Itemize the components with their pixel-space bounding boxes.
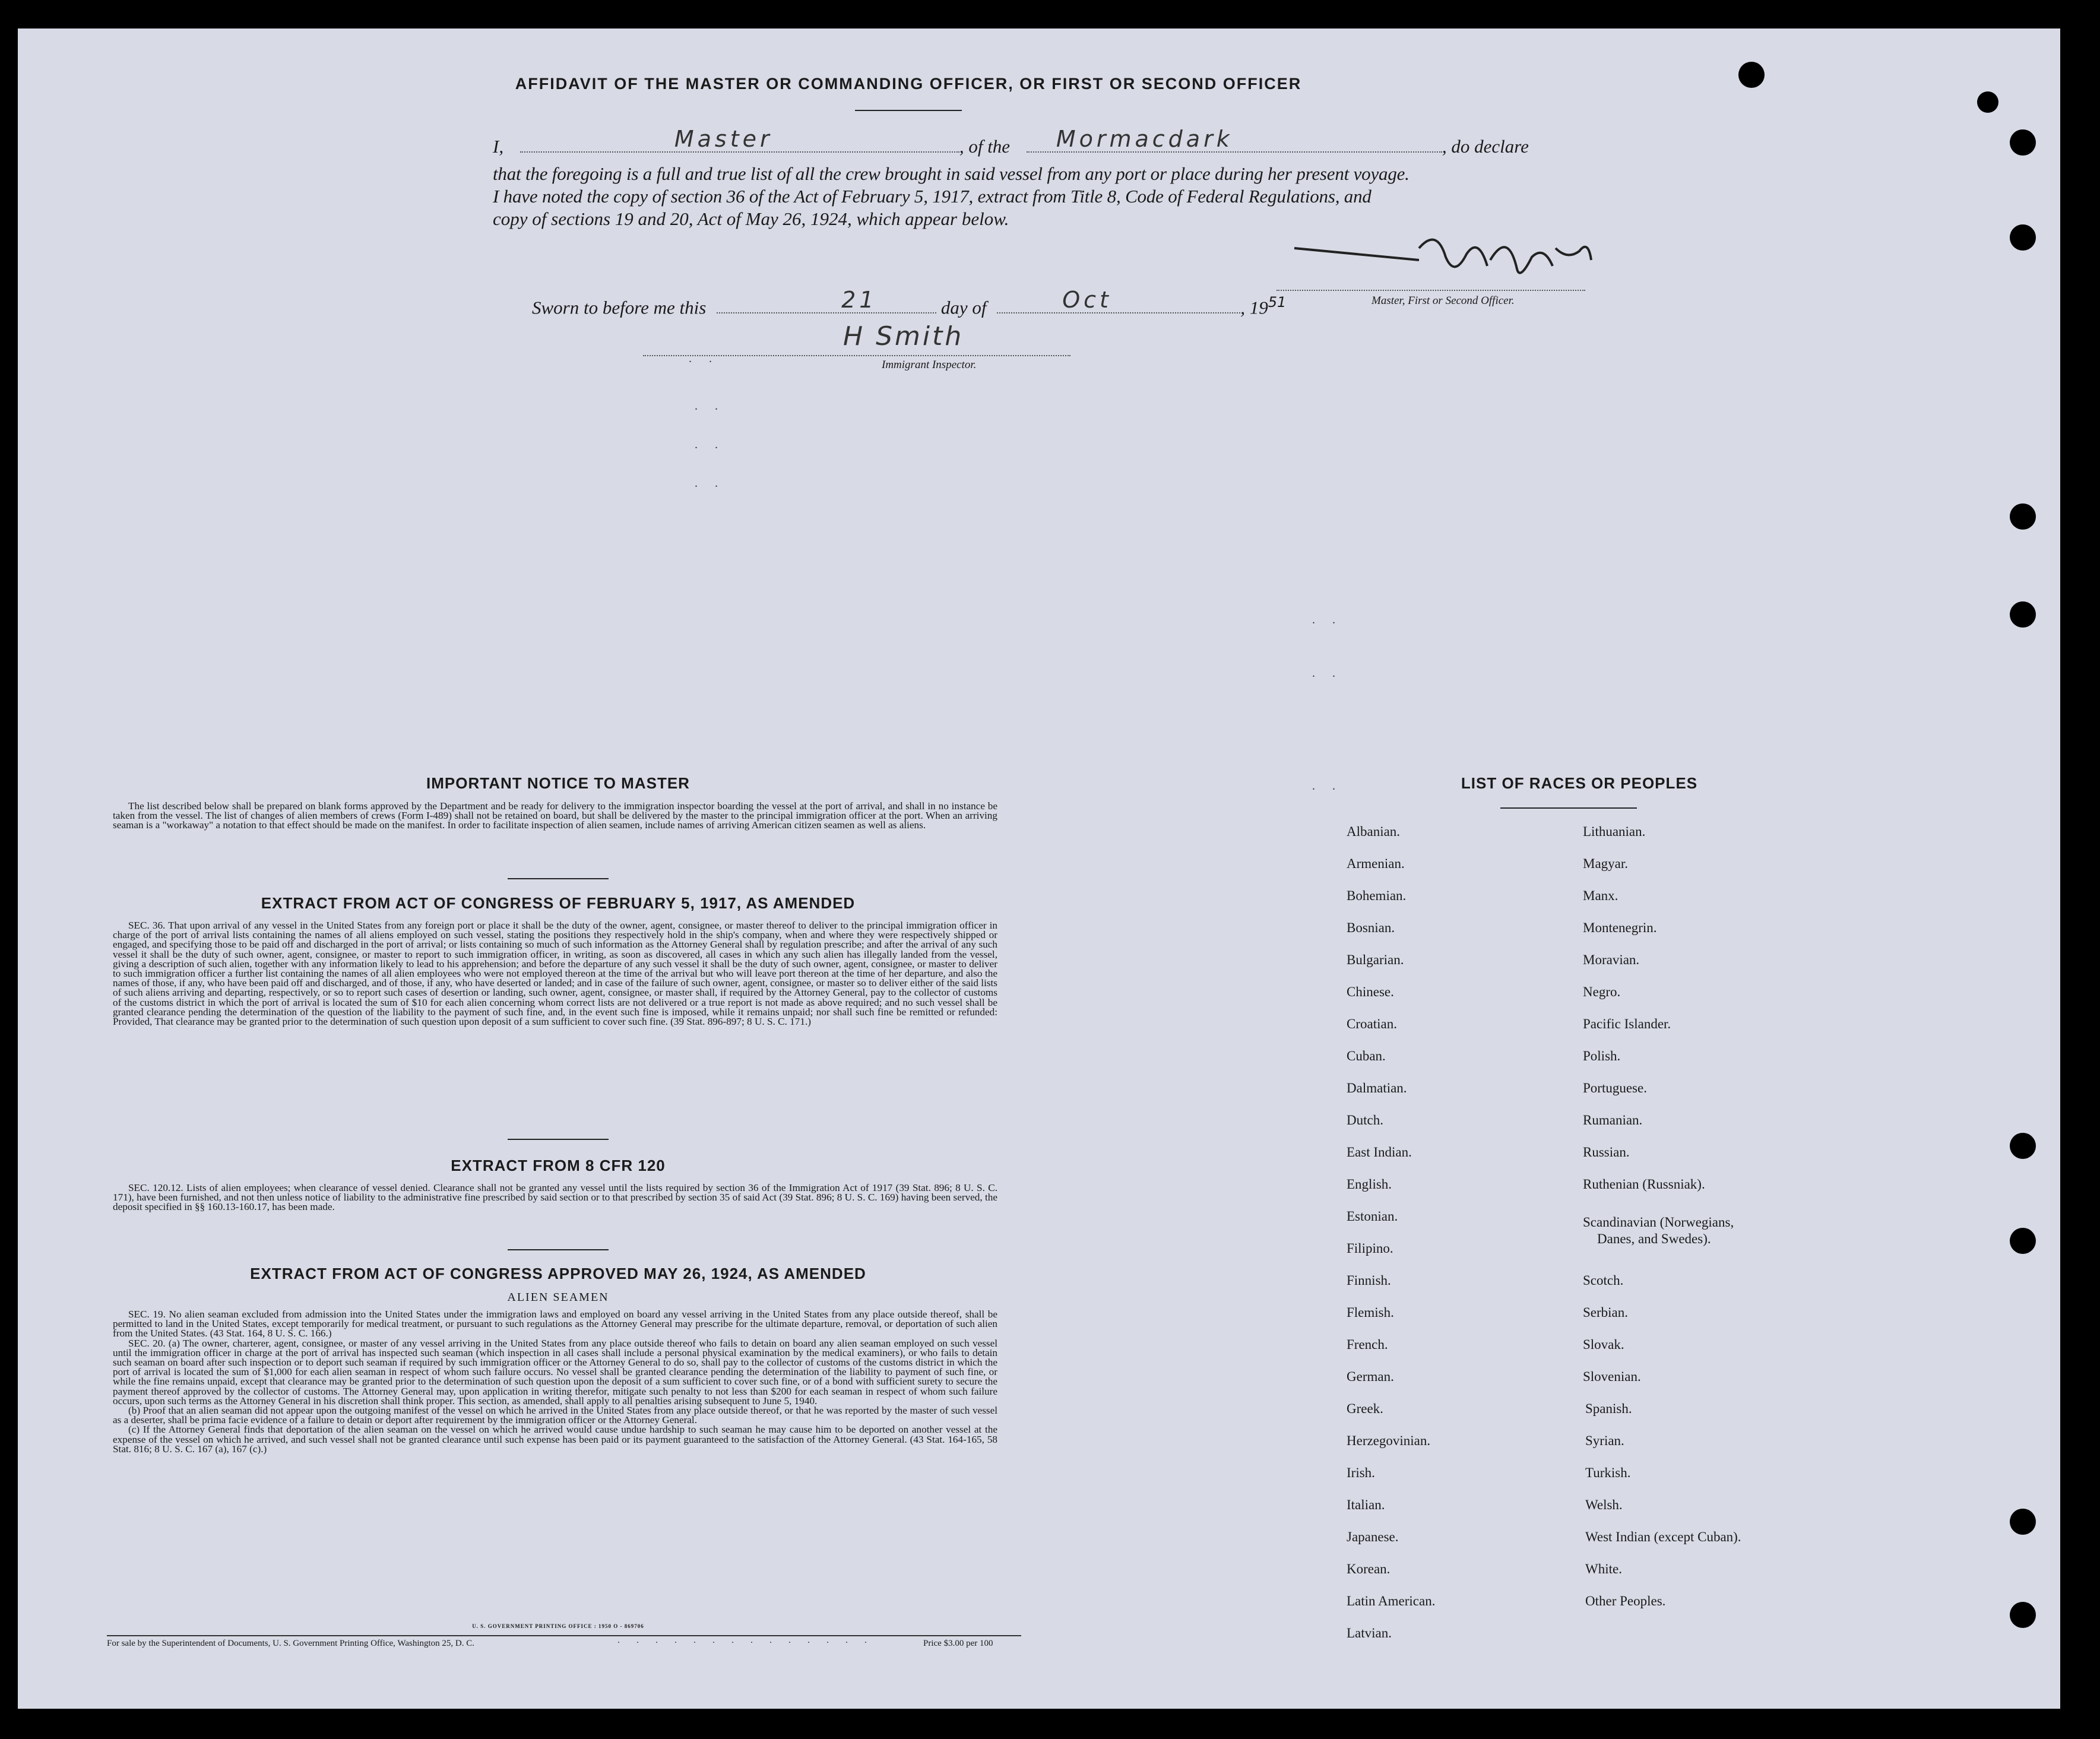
extract-cfr-rule bbox=[508, 1249, 609, 1250]
race-item: Armenian. bbox=[1347, 856, 1405, 871]
punch-hole bbox=[2010, 224, 2036, 251]
do-declare-label: , do declare bbox=[1442, 136, 1529, 157]
race-item: Estonian. bbox=[1347, 1209, 1398, 1224]
month-field[interactable] bbox=[997, 287, 1240, 313]
punch-hole bbox=[2010, 129, 2036, 156]
race-item: Bohemian. bbox=[1347, 888, 1407, 903]
declaration-line4: copy of sections 19 and 20, Act of May 26, 1924, which appear below. bbox=[493, 208, 1009, 229]
race-item: Scandinavian (Norwegians, bbox=[1583, 1215, 1734, 1230]
extract-cfr-title: EXTRACT FROM 8 CFR 120 bbox=[451, 1157, 666, 1174]
race-item: Bosnian. bbox=[1347, 920, 1395, 935]
race-item: Turkish. bbox=[1585, 1465, 1631, 1480]
notice-body bbox=[113, 802, 997, 831]
signature-line bbox=[1277, 290, 1585, 291]
inspector-caption: Immigrant Inspector. bbox=[882, 359, 977, 371]
title-rule bbox=[855, 110, 962, 111]
footer-sale: For sale by the Superintendent of Documents, U. S. Government Printing Office, Washington 25, D. C. bbox=[107, 1639, 474, 1648]
race-item: English. bbox=[1347, 1177, 1392, 1192]
notice-paragraph: The list described below shall be prepared on blank forms approved by the Department and be ready for delivery to the immigration inspector boarding the vessel at the port of arrival, and shall in no instance be taken from the vessel. The list of changes of alien members of crews (Form I-489) shall not be retained on board, but shall be delivered by the master to the principal immigration officer at the port. When an arriving seaman is a "workaway" a notation to that effect should be made on the manifest. In order to facilitate inspection of alien seamen, include names of arriving American citizen seamen as well as aliens. bbox=[113, 800, 997, 831]
extract-cfr-body bbox=[113, 1183, 997, 1212]
year-prefix: , 19 bbox=[1240, 297, 1268, 318]
month-handwriting: Oct bbox=[1062, 287, 1112, 313]
vessel-name-handwriting: Mormacdark bbox=[1056, 126, 1233, 152]
alien-seamen-subtitle: ALIEN SEAMEN bbox=[507, 1291, 609, 1304]
punch-hole bbox=[2010, 503, 2036, 530]
race-item: Negro. bbox=[1583, 984, 1621, 999]
race-item: Lithuanian. bbox=[1583, 824, 1646, 839]
race-item: Syrian. bbox=[1585, 1433, 1624, 1448]
extract-1924-body bbox=[113, 1310, 997, 1454]
notice-title: IMPORTANT NOTICE TO MASTER bbox=[426, 774, 690, 792]
stray-dots: . . bbox=[695, 400, 725, 413]
vessel-name-field[interactable] bbox=[1027, 126, 1442, 153]
race-item: Chinese. bbox=[1347, 984, 1394, 999]
race-item: Welsh. bbox=[1585, 1497, 1623, 1512]
sec20a-paragraph: SEC. 20. (a) The owner, charterer, agent, consignee, or master of any vessel arriving in the United States from any place outside thereof who fails to detain on board any alien seaman employed on such vessel until the immigration officer in charge at the port of arrival has inspected such seaman (which inspection in all cases shall include a personal physical examination by the medical examiners), or who fails to detain such seaman on board after such inspection or to deport such seaman if required by such immigration officer or the Attorney General to do so, shall pay to the collector of customs of the customs district in which the port of arrival is located the sum of $1,000 for each alien seaman in respect of whom such failure occurs. No vessel shall be granted clearance pending the determination of the liability to payment of such fine, or while the fine remains unpaid, except that clearance may be granted prior to the determination of such question upon the deposit of a sum sufficient to cover such fine, or of a bond with sufficient surety to secure the payment thereof approved by the collector of customs. The Attorney General may, upon application in writing therefor, mitigate such penalty to not less than $200 for each seaman in respect of whom such failure occurs, upon such terms as the Attorney General in his discretion shall think proper. This section, as amended, shall apply to all penalties arising subsequent to June 5, 1940. bbox=[113, 1337, 997, 1407]
race-item: Albanian. bbox=[1347, 824, 1401, 839]
day-field[interactable] bbox=[717, 287, 936, 313]
race-item: Manx. bbox=[1583, 888, 1618, 903]
signature-text bbox=[1395, 236, 1520, 277]
race-item: Filipino. bbox=[1347, 1241, 1393, 1256]
races-rule bbox=[1500, 807, 1637, 809]
stray-dots: . . bbox=[1312, 667, 1342, 680]
race-item: Japanese. bbox=[1347, 1529, 1399, 1544]
race-item: Magyar. bbox=[1583, 856, 1629, 871]
punch-hole bbox=[2010, 1509, 2036, 1535]
race-item: Montenegrin. bbox=[1583, 920, 1657, 935]
race-item: Serbian. bbox=[1583, 1305, 1629, 1320]
race-item: Danes, and Swedes). bbox=[1597, 1231, 1711, 1246]
race-item: Herzegovinian. bbox=[1347, 1433, 1431, 1448]
notice-rule bbox=[508, 878, 609, 879]
race-item: Moravian. bbox=[1583, 952, 1640, 967]
extract-1924-title: EXTRACT FROM ACT OF CONGRESS APPROVED MAY 26, 1924, AS AMENDED bbox=[250, 1265, 866, 1282]
inspector-signature[interactable] bbox=[843, 319, 1039, 355]
race-item: Pacific Islander. bbox=[1583, 1016, 1671, 1031]
race-item: Latin American. bbox=[1347, 1594, 1436, 1608]
races-title: LIST OF RACES OR PEOPLES bbox=[1461, 774, 1698, 792]
declaration-line1 bbox=[493, 126, 1656, 158]
sworn-prefix: Sworn to before me this bbox=[532, 297, 707, 318]
race-item: German. bbox=[1347, 1369, 1394, 1384]
race-item: Korean. bbox=[1347, 1561, 1391, 1576]
of-the-label: , of the bbox=[959, 136, 1011, 157]
document-sheet bbox=[18, 28, 2060, 1709]
stray-dots: . . bbox=[1312, 780, 1342, 793]
race-item: Croatian. bbox=[1347, 1016, 1397, 1031]
affidavit-title: AFFIDAVIT OF THE MASTER OR COMMANDING OFFICER, OR FIRST OR SECOND OFFICER bbox=[515, 75, 1302, 93]
master-signature[interactable] bbox=[1282, 224, 1603, 290]
race-item: Ruthenian (Russniak). bbox=[1583, 1177, 1705, 1192]
race-item: East Indian. bbox=[1347, 1145, 1412, 1160]
footer-rule bbox=[107, 1635, 1021, 1636]
master-name-handwriting: Master bbox=[674, 126, 773, 152]
race-item: Portuguese. bbox=[1583, 1081, 1647, 1095]
stray-dots: . . bbox=[695, 438, 725, 451]
race-item: Slovak. bbox=[1583, 1337, 1624, 1352]
footer-price: Price $3.00 per 100 bbox=[923, 1639, 993, 1648]
race-item: Finnish. bbox=[1347, 1273, 1391, 1288]
race-item: Russian. bbox=[1583, 1145, 1630, 1160]
race-item: White. bbox=[1585, 1561, 1622, 1576]
sec120-paragraph: SEC. 120.12. Lists of alien employees; when clearance of vessel denied. Clearance shall not be granted any vessel until the lists required by section 36 of the Immigration Act of 1917 (39 Stat. 896; 8 U. S. C. 171), have been furnished, and not then unless notice of liability to the administrative fine prescribed by said section or to that prescribed by section 35 of said Act (39 Stat. 896; 8 U. S. C. 169) having been served, the deposit specified in §§ 160.13-160.17, has been made. bbox=[113, 1182, 997, 1213]
sec36-paragraph: SEC. 36. That upon arrival of any vessel in the United States from any foreign port or place it shall be the duty of the owner, agent, consignee, or master thereof to deliver to the principal immigration officer in charge of the port of arrival lists containing the names of all aliens employed on such vessel, stating the positions they respectively hold in the ship's company, when and where they were respectively shipped or engaged, and specifying those to be paid off and discharged in the port of arrival; or lists containing so much of such information as the Attorney General shall by regulation prescribe; and after the arrival of any such vessel it shall be the duty of such owner, agent, consignee, or master to report to such immigration officer, in writing, as soon as discovered, all cases in which any such alien has illegally landed from the vessel, giving a description of such alien, together with any information likely to lead to his apprehension; and before the departure of any such vessel it shall be the duty of such owner, agent, consignee, or master to deliver to such immigration officer a further list containing the names of all alien employees who were not employed thereon at the time of the arrival but who will leave port thereon at the time of her departure, and also the names of those, if any, who have been paid off and discharged, and of those, if any, who have deserted or landed; and in case of the failure of such owner, agent, consignee, or master so to deliver either of the said lists of such aliens arriving and departing, respectively, or so to report such cases of desertion or landing, such owner, agent, consignee, or master shall, if required by the Attorney General, pay to the collector of customs of the customs district in which the port of arrival is located the sum of $10 for each alien concerning whom correct lists are not delivered or a true report is not made as above required; and no such vessel shall be granted clearance pending the determination of the question of the liability to the payment of such fine, and, in the event such fine is imposed, while it remains unpaid; nor shall such fine be remitted or refunded: Provided, That clearance may be granted prior to the determination of such question upon deposit of a sum sufficient to cover such fine. (39 Stat. 896-897; 8 U. S. C. 171.) bbox=[113, 920, 997, 1028]
stray-dots: . . bbox=[1312, 613, 1342, 626]
punch-hole bbox=[2010, 1228, 2036, 1254]
sec19-paragraph: SEC. 19. No alien seaman excluded from admission into the United States under the immigration laws and employed on board any vessel arriving in the United States from any place outside thereof, shall be permitted to land in the United States, except temporarily for medical treatment, or pursuant to such regulations as the Attorney General may prescribe for the ultimate departure, removal, or deportation of such alien from the United States. (43 Stat. 164, 8 U. S. C. 166.) bbox=[113, 1309, 997, 1339]
stray-dots: . . bbox=[695, 477, 725, 490]
master-name-field[interactable] bbox=[520, 126, 959, 153]
punch-hole bbox=[1977, 91, 1998, 113]
footer-dots: .............. bbox=[617, 1635, 883, 1645]
race-item: Irish. bbox=[1347, 1465, 1375, 1480]
printing-office-line: U. S. GOVERNMENT PRINTING OFFICE : 1950 O - 869706 bbox=[472, 1623, 644, 1629]
race-item: Other Peoples. bbox=[1585, 1594, 1666, 1608]
i-label: I, bbox=[493, 136, 504, 157]
year-handwriting[interactable]: 51 bbox=[1268, 294, 1287, 311]
race-item: Greek. bbox=[1347, 1401, 1383, 1416]
race-item: Flemish. bbox=[1347, 1305, 1394, 1320]
day-of-label: day of bbox=[940, 297, 987, 318]
declaration-line3: I have noted the copy of section 36 of the Act of February 5, 1917, extract from Title 8, Code of Federal Regulations, and bbox=[493, 186, 1372, 207]
declaration-line2: that the foregoing is a full and true list of all the crew brought in said vessel from any port or place during her present voyage. bbox=[493, 163, 1409, 184]
race-item: French. bbox=[1347, 1337, 1388, 1352]
race-item: Bulgarian. bbox=[1347, 952, 1404, 967]
race-item: Rumanian. bbox=[1583, 1113, 1643, 1127]
race-item: Cuban. bbox=[1347, 1049, 1386, 1063]
stray-dots: . . bbox=[689, 352, 719, 365]
extract-1917-body bbox=[113, 921, 997, 1027]
signature-caption: Master, First or Second Officer. bbox=[1372, 294, 1515, 307]
race-item: Dalmatian. bbox=[1347, 1081, 1407, 1095]
race-item: Polish. bbox=[1583, 1049, 1621, 1063]
sworn-line bbox=[532, 287, 1287, 319]
extract-1917-rule bbox=[508, 1139, 609, 1140]
race-item: Slovenian. bbox=[1583, 1369, 1641, 1384]
sec20b-paragraph: (b) Proof that an alien seaman did not appear upon the outgoing manifest of the vessel on which he arrived in the United States from any place outside thereof, or that he was reported by the master of such vessel as a deserter, shall be prima facie evidence of a failure to detain or deport after requirement by the immigration officer or the Attorney General. bbox=[113, 1405, 997, 1426]
sec20c-paragraph: (c) If the Attorney General finds that deportation of the alien seaman on the vessel on which he arrived would cause undue hardship to such seaman he may cause him to be deported on another vessel at the expense of the vessel on which he arrived, and such vessel shall not be granted clearance until such expense has been paid or its payment guaranteed to the satisfaction of the Attorney General. (43 Stat. 164-165, 58 Stat. 816; 8 U. S. C. 167 (a), 167 (c).) bbox=[113, 1424, 997, 1455]
race-item: Scotch. bbox=[1583, 1273, 1624, 1288]
punch-hole bbox=[2010, 601, 2036, 628]
day-handwriting: 21 bbox=[841, 287, 878, 313]
race-item: Dutch. bbox=[1347, 1113, 1383, 1127]
race-item: Latvian. bbox=[1347, 1626, 1392, 1640]
punch-hole bbox=[1738, 62, 1765, 88]
race-item: Italian. bbox=[1347, 1497, 1385, 1512]
extract-1917-title: EXTRACT FROM ACT OF CONGRESS OF FEBRUARY 5, 1917, AS AMENDED bbox=[261, 894, 856, 912]
punch-hole bbox=[2010, 1133, 2036, 1159]
race-item: West Indian (except Cuban). bbox=[1585, 1529, 1741, 1544]
race-item: Spanish. bbox=[1585, 1401, 1632, 1416]
inspector-handwriting: H Smith bbox=[843, 321, 964, 351]
punch-hole bbox=[2010, 1602, 2036, 1628]
